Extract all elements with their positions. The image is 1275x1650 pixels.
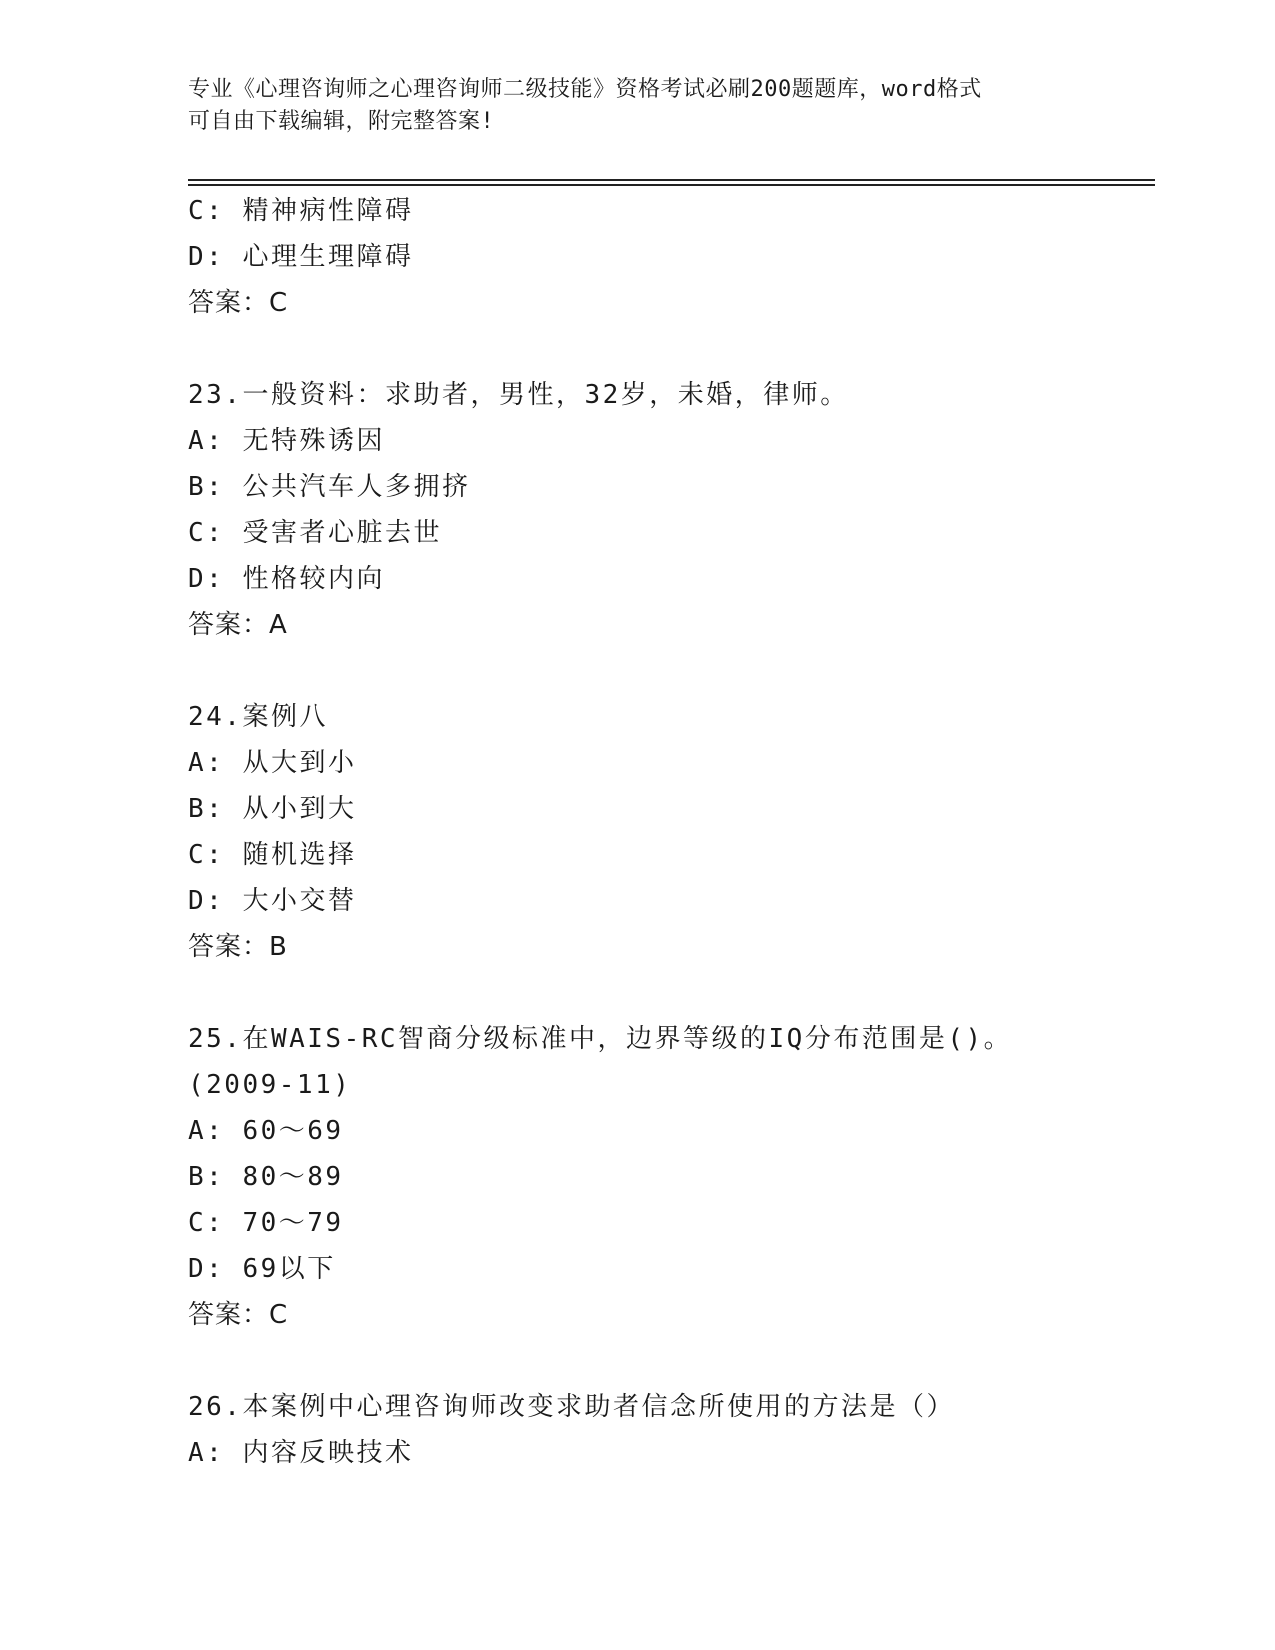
question-stem: 23.一般资料：求助者，男性，32岁，未婚，律师。 (188, 380, 849, 410)
option-a: A: 60～69 (188, 1116, 344, 1146)
spacer (188, 1338, 1148, 1384)
answer-label: 答案：C (188, 288, 289, 318)
option-c: C: 精神病性障碍 (188, 196, 414, 226)
question-stem-continued: (2009-11) (188, 1070, 352, 1100)
spacer (188, 326, 1148, 372)
question-22 (188, 188, 1148, 326)
option-a: A: 无特殊诱因 (188, 426, 385, 456)
header-divider-bottom (188, 184, 1155, 186)
option-c: C: 随机选择 (188, 840, 357, 870)
option-d: D: 心理生理障碍 (188, 242, 414, 272)
option-d: D: 大小交替 (188, 886, 357, 916)
option-b: B: 从小到大 (188, 794, 357, 824)
option-a: A: 从大到小 (188, 748, 357, 778)
answer-label: 答案：B (188, 932, 288, 962)
option-b: B: 公共汽车人多拥挤 (188, 472, 471, 502)
option-b: B: 80～89 (188, 1162, 344, 1192)
spacer (188, 970, 1148, 1016)
question-stem: 25.在WAIS-RC智商分级标准中，边界等级的IQ分布范围是()。 (188, 1024, 1013, 1054)
question-23 (188, 372, 1148, 648)
header-divider-top (188, 179, 1155, 181)
question-26 (188, 1384, 1148, 1476)
answer-label: 答案：C (188, 1300, 289, 1330)
question-25 (188, 1016, 1148, 1338)
option-a: A: 内容反映技术 (188, 1438, 414, 1468)
question-list (188, 188, 1148, 1476)
option-c: C: 受害者心脏去世 (188, 518, 442, 548)
option-c: C: 70～79 (188, 1208, 344, 1238)
spacer (188, 648, 1148, 694)
question-24 (188, 694, 1148, 970)
option-d: D: 性格较内向 (188, 564, 385, 594)
option-d: D: 69以下 (188, 1254, 336, 1284)
header-line-2: 可自由下载编辑，附完整答案! (188, 109, 495, 134)
document-header (188, 74, 1088, 138)
question-stem: 26.本案例中心理咨询师改变求助者信念所使用的方法是（） (188, 1392, 955, 1422)
question-stem: 24.案例八 (188, 702, 328, 732)
answer-label: 答案：A (188, 610, 288, 640)
header-line-1: 专业《心理咨询师之心理咨询师二级技能》资格考试必刷200题题库，word格式 (188, 77, 982, 102)
